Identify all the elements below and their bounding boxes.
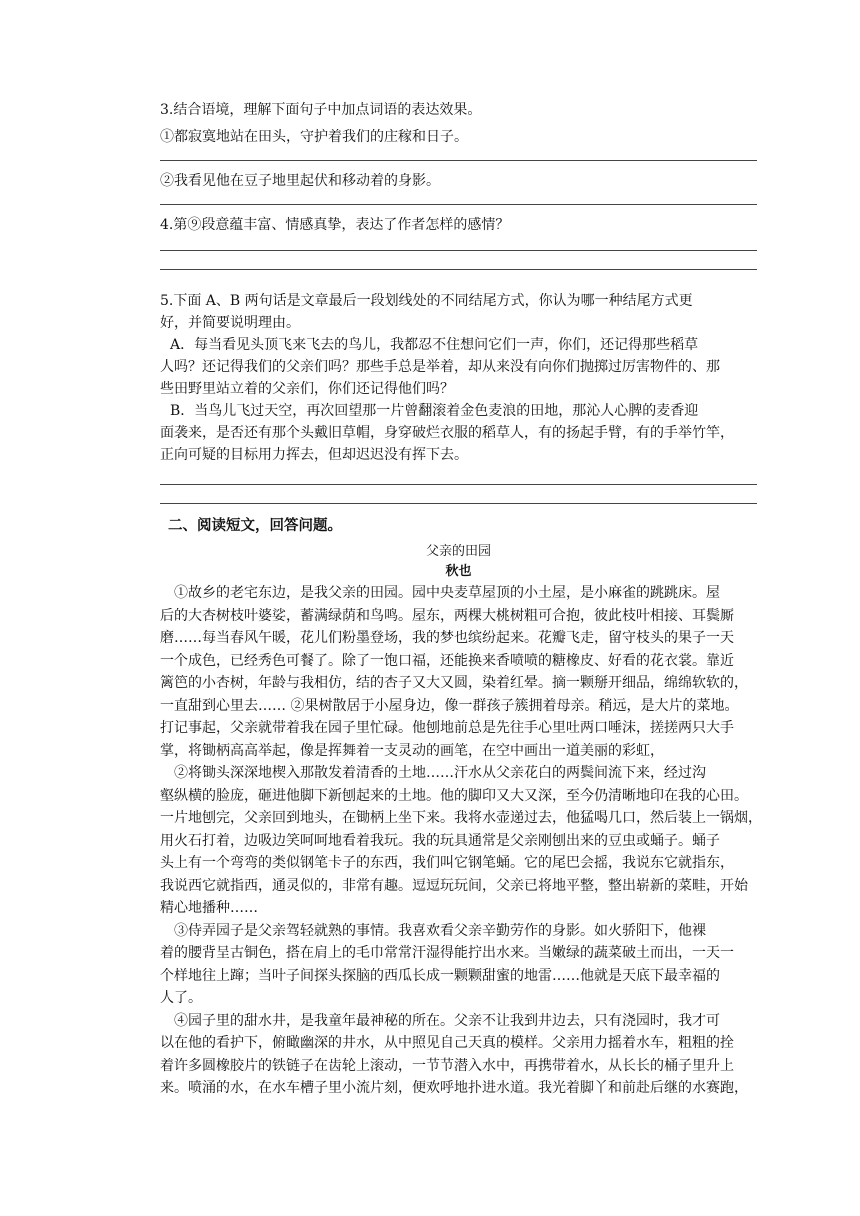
worksheet-page [160, 100, 762, 1100]
q5-stem-line: 好，并简要说明理由。 [160, 315, 300, 331]
answer-line [160, 269, 757, 270]
paragraph-line: ③侍弄园子是父亲驾轻就熟的事情。我喜欢看父亲辛勤劳作的身影。如火骄阳下，他裸 [160, 922, 706, 939]
answer-line [160, 484, 757, 485]
q3-item-2: ②我看见他在豆子地里起伏和移动着的身影。 [160, 173, 440, 189]
answer-line [160, 503, 757, 504]
paragraph-line: 后的大杏树枝叶婆娑，蓄满绿荫和鸟鸣。屋东，两棵大桃树粗可合抱，彼此枝叶相接、耳鬓厮 [160, 607, 734, 624]
q5-option-b-line: 面袭来，是否还有那个头戴旧草帽，身穿破烂衣服的稻草人，有的扬起手臂，有的手举竹竿， [160, 425, 734, 441]
paragraph-line: 以在他的看护下，俯瞰幽深的井水，从中照见自己天真的模样。父亲用力摇着水车，粗粗的拴 [160, 1035, 734, 1051]
paragraph-line: 着的腰背呈古铜色，搭在肩上的毛巾常常汗湿得能拧出水来。当嫩绿的蔬菜破土而出，一天一 [160, 945, 734, 961]
paragraph-line: 头上有一个弯弯的类似钢笔卡子的东西，我们叫它钢笔蛹。它的尾巴会摇，我说东它就指东， [160, 855, 734, 871]
answer-line [160, 250, 757, 251]
section-heading: 二、阅读短文，回答问题。 [168, 518, 342, 534]
answer-line [160, 204, 757, 205]
paragraph-line: 精心地播种…… [160, 900, 258, 916]
paragraph-line: 篱笆的小杏树，年龄与我相仿，结的杏子又大又圆，染着红晕。摘一颗掰开细品，绵绵软软的， [160, 675, 748, 691]
paragraph-line: 我说西它就指西，通灵似的，非常有趣。逗逗玩玩间，父亲已将地平整，整出崭新的菜畦，开始 [160, 877, 748, 894]
q5-option-b-line: 正向可疑的目标用力挥去，但却迟迟没有挥下去。 [160, 447, 468, 463]
paragraph-line: 一个成色，已经秀色可餐了。除了一饱口福，还能换来香喷喷的糖橡皮、好看的花衣裳。靠近 [160, 652, 734, 669]
answer-line [160, 160, 757, 161]
q5-option-b-line: B．当鸟儿飞过天空，再次回望那一片曾翻滚着金色麦浪的田地，那沁人心脾的麦香迎 [170, 403, 699, 419]
paragraph-line: 来。喷涌的水，在水车槽子里小流片刻，便欢呼地扑进水道。我光着脚丫和前赴后继的水赛跑， [160, 1080, 748, 1096]
q5-option-a-line: 人吗？还记得我们的父亲们吗？那些手总是举着，却从来没有向你们抛掷过厉害物件的、那 [160, 359, 720, 375]
article-author: 秋也 [445, 564, 472, 579]
paragraph-line: 一片地刨完，父亲回到地头，在锄柄上坐下来。我将水壶递过去，他猛喝几口，然后装上一锅烟， [160, 810, 762, 826]
paragraph-line: 一直甜到心里去…… ②果树散居于小屋身边，像一群孩子簇拥着母亲。稍远，是大片的菜地。 [160, 697, 739, 714]
paragraph-line: 掌，将锄柄高高举起，像是挥舞着一支灵动的画笔，在空中画出一道美丽的彩虹， [160, 742, 664, 759]
paragraph-line: 着许多圆橡胶片的铁链子在齿轮上滚动，一节节潜入水中，再携带着水，从长长的桶子里升上 [160, 1057, 734, 1074]
q3-item-1: ①都寂寞地站在田头，守护着我们的庄稼和日子。 [160, 129, 468, 145]
q4-stem: 4.第⑨段意蕴丰富、情感真挚，表达了作者怎样的感情？ [160, 217, 510, 233]
q3-stem: 3.结合语境，理解下面句子中加点词语的表达效果。 [160, 102, 482, 118]
q5-option-a-line: 些田野里站立着的父亲们，你们还记得他们吗？ [160, 381, 454, 397]
paragraph-line: 人了。 [160, 990, 202, 1006]
paragraph-line: 磨……每当春风午暖，花儿们粉墨登场，我的梦也缤纷起来。花瓣飞走，留守枝头的果子一天 [160, 630, 734, 646]
paragraph-line: 个样地往上蹿；当叶子间探头探脑的西瓜长成一颗颗甜蜜的地雷……他就是天底下最幸福的 [160, 967, 720, 984]
paragraph-line: ①故乡的老宅东边，是我父亲的田园。园中央麦草屋顶的小土屋，是小麻雀的跳跳床。屋 [160, 585, 720, 601]
article-body [160, 582, 762, 1100]
paragraph-line: 用火石打着，边吸边笑呵呵地看着我玩。我的玩具通常是父亲刚刨出来的豆虫或蛹子。蛹子 [160, 832, 720, 849]
paragraph-line: 打记事起，父亲就带着我在园子里忙碌。他刨地前总是先往手心里吐两口唾沫，搓搓两只大手 [160, 720, 734, 736]
q5-stem-line: 5.下面 A、B 两句话是文章最后一段划线处的不同结尾方式，你认为哪一种结尾方式更 [160, 293, 693, 309]
paragraph-line: ④园子里的甜水井，是我童年最神秘的所在。父亲不让我到井边去，只有浇园时，我才可 [160, 1012, 720, 1029]
paragraph-line: ②将锄头深深地楔入那散发着清香的土地……汗水从父亲花白的两鬓间流下来，经过沟 [160, 765, 706, 781]
paragraph-line: 壑纵横的脸庞，砸进他脚下新刨起来的土地。他的脚印又大又深，至今仍清晰地印在我的心田。 [160, 787, 748, 804]
q5-option-a-line: A．每当看见头顶飞来飞去的鸟儿，我都忍不住想问它们一声，你们，还记得那些稻草 [170, 337, 699, 353]
article-title: 父亲的田园 [425, 544, 491, 559]
